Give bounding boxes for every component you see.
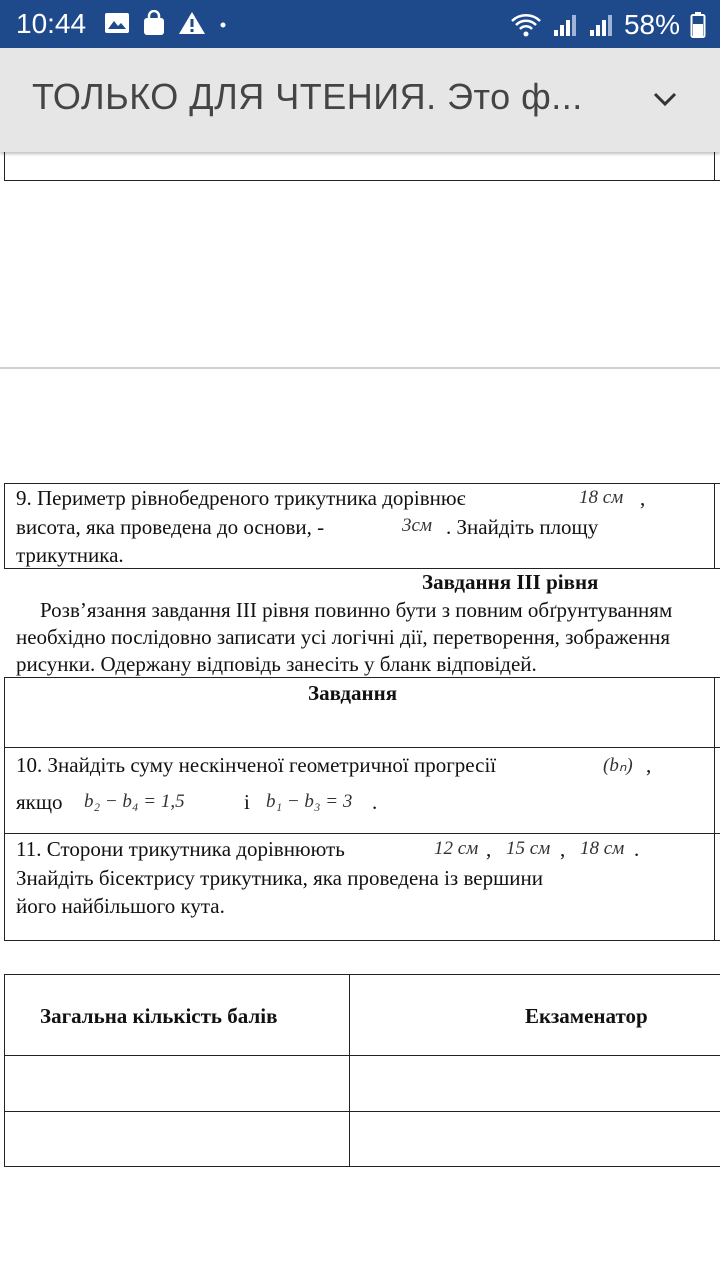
task11-line1: 11. Сторони трикутника дорівнюють	[16, 837, 345, 861]
task9-perimeter: 18 см	[579, 487, 624, 508]
task10-dot: .	[372, 790, 378, 814]
table-border	[4, 152, 5, 181]
task9-line2: висота, яка проведена до основи, -	[16, 515, 325, 539]
task11-side1: 12 см	[434, 838, 479, 859]
chevron-down-icon[interactable]	[650, 84, 680, 114]
battery-percent: 58%	[623, 9, 680, 40]
status-bar	[0, 0, 720, 48]
task11-line3: його найбільшого кута.	[16, 894, 225, 918]
task10-sequence: (bₙ)	[603, 755, 633, 776]
system-icons	[510, 9, 706, 41]
battery-icon	[690, 11, 706, 39]
task10-if: якщо	[16, 790, 63, 814]
level3-paragraph-line3: рисунки. Одержану відповідь занесіть у бланк відповідей.	[16, 652, 537, 676]
dot-icon	[218, 11, 228, 35]
shopping-bag-icon	[142, 10, 166, 36]
task9-line1: 9. Периметр рівнобедреного трикутника дорівнює	[16, 486, 466, 510]
page-break	[0, 367, 720, 369]
scores-table-border	[4, 974, 720, 975]
app-bar	[0, 48, 720, 152]
signal-icon-1	[552, 12, 578, 38]
task9-border	[714, 483, 715, 569]
table-border	[714, 152, 715, 181]
task11-side3: 18 см	[580, 838, 625, 859]
status-time: 10:44	[16, 8, 87, 39]
signal-icon-2	[588, 12, 614, 38]
table-border	[4, 180, 720, 181]
document-page	[0, 152, 720, 1280]
document-title: ТОЛЬКО ДЛЯ ЧТЕНИЯ. Это ф...	[32, 76, 583, 117]
scores-cell-examiner-2[interactable]	[350, 1112, 720, 1165]
tasks-table-border	[4, 677, 720, 678]
notification-icons	[104, 10, 228, 36]
task10-comma: ,	[646, 753, 652, 777]
warning-icon	[178, 11, 206, 35]
image-icon	[104, 11, 130, 35]
task11-side2: 15 см	[506, 838, 551, 859]
scores-cell-total-1[interactable]	[5, 1056, 348, 1110]
task10-line1: 10. Знайдіть суму нескінченої геометричної прогресії	[16, 753, 497, 777]
task10-and: і	[244, 790, 250, 814]
task9-line2-end: . Знайдіть площу	[446, 515, 599, 539]
tasks-table-border	[4, 677, 5, 941]
scores-col-total: Загальна кількість балів	[40, 1004, 278, 1028]
tasks-table-border	[4, 940, 720, 941]
scores-col-examiner: Екзаменатор	[525, 1004, 648, 1028]
task9-comma: ,	[640, 486, 646, 510]
level3-heading: Завдання ІІІ рівня	[422, 570, 599, 594]
task11-line2: Знайдіть бісектрису трикутника, яка проведена із вершини	[16, 866, 543, 890]
task9-line3: трикутника.	[16, 543, 124, 567]
tasks-table-border	[4, 747, 720, 748]
scores-cell-examiner-1[interactable]	[350, 1056, 720, 1110]
task10-equation2: b₁ − b₃ = 3	[266, 791, 353, 812]
tasks-table-header: Завдання	[308, 681, 398, 705]
level3-paragraph-line2: необхідно послідовно записати усі логічні дії, перетворення, зображення	[16, 625, 670, 649]
tasks-table-border	[714, 677, 715, 941]
scores-cell-total-2[interactable]	[5, 1112, 348, 1165]
task11-sep1: ,	[486, 837, 492, 861]
wifi-icon	[510, 12, 542, 38]
tasks-table-border	[4, 833, 720, 834]
task9-height: 3см	[402, 515, 433, 536]
level3-paragraph-line1: Розв’язання завдання ІІІ рівня повинно бути з повним обґрунтуванням	[40, 598, 673, 622]
task10-equation1: b₂ − b₄ = 1,5	[84, 791, 185, 812]
scores-table-border	[4, 1166, 720, 1167]
task9-border	[4, 483, 5, 569]
task11-sep2: ,	[560, 837, 566, 861]
task11-end: .	[634, 837, 640, 861]
